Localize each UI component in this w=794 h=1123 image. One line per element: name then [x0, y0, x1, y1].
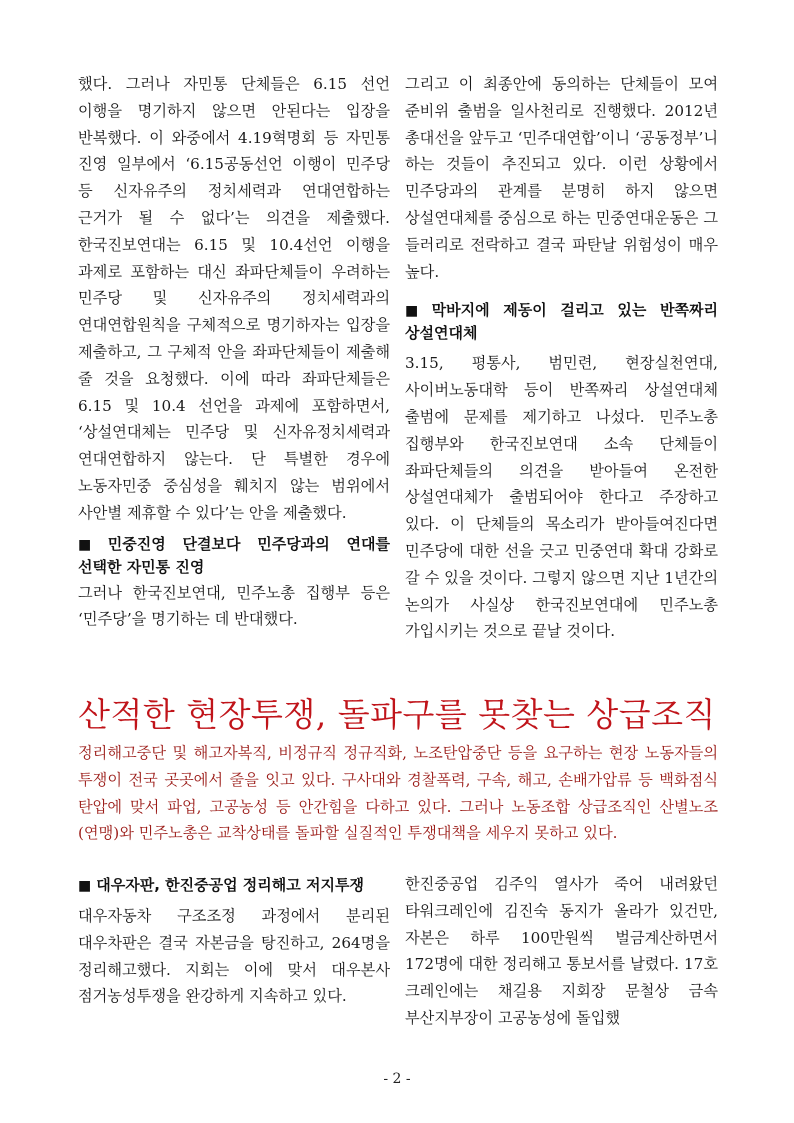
body-paragraph: 대우자동차 구조조정 과정에서 분리된 대우차판은 결국 자본금을 탕진하고, 264명을 정리해고했다. 지회는 이에 맞서 대우본사 점거농성투쟁을 완강하게 지속하고 있다. — [78, 907, 390, 1006]
column-bottom-left — [78, 874, 390, 1010]
subheading-text: 민중진영 단결보다 민주당과의 연대를 선택한 자민통 진영 — [78, 534, 390, 576]
column-top-left — [78, 71, 390, 633]
square-bullet-icon: ■ — [405, 303, 427, 320]
body-paragraph: 그리고 이 최종안에 동의하는 단체들이 모여 준비위 출범을 일사천리로 진행했다. 2012년 총대선을 앞두고 ‘민주대연합’이니 ‘공동정부’니 하는 것들이 추진되고 있다. 이런 상황에서 민주당과의 관계를 분명히 하지 않으면 상설연대체를 중심으로 하는 민중연대운동은 그 들러리로 전락하고 결국 파탄날 위험성이 매우 높다. — [405, 75, 718, 281]
body-paragraph: 한진중공업 김주익 열사가 죽어 내려왔던 타워크레인에 김진숙 동지가 올라가 있건만, 자본은 하루 100만원씩 벌금계산하면서 172명에 대한 정리해고 통보서를 날렸다. 17호 크레인에는 채길용 지회장 문철상 금속 부산지부장이 고공농성에 돌입했 — [405, 875, 718, 1027]
column-top-right — [405, 71, 718, 645]
body-paragraph: 3.15, 평통사, 범민련, 현장실천연대, 사이버노동대학 등이 반쪽짜리 상설연대체 출범에 문제를 제기하고 나섰다. 민주노총 집행부와 한국진보연대 소속 단체들이 좌파단체들의 의견을 받아들여 온전한 상설연대체가 출범되어야 한다고 주장하고 있다. 이 단체들의 목소리가 받아들여진다면 민주당에 대한 선을 긋고 민중연대 확대 강화로 갈 수 있을 것이다. 그렇지 않으면 지난 1년간의 논의가 사실상 한국진보연대에 민주노총 가입시키는 것으로 끝날 것이다. — [405, 354, 718, 641]
body-paragraph: 했다. 그러나 자민통 단체들은 6.15 선언 이행을 명기하지 않으면 안된다는 입장을 반복했다. 이 와중에서 4.19혁명회 등 자민통 진영 일부에서 ‘6.15공동선언 이행이 민주당 등 신자유주의 정치세력과 연대연합하는 근거가 될 수 없다’는 의견을 제출했다. 한국진보연대는 6.15 및 10.4선언 이행을 과제로 포함하는 대신 좌파단체들이 우려하는 민주당 및 신자유주의 정치세력과의 연대연합원칙을 구체적으로 명기하자는 입장을 제출하고, 그 구체적 안을 좌파단체들이 제출해 줄 것을 요청했다. 이에 따라 좌파단체들은 6.15 및 10.4 선언을 과제에 포함하면서, ‘상설연대체는 민주당 및 신자유정치세력과 연대연합하지 않는다. 단 특별한 경우에 노동자민중 중심성을 훼치지 않는 범위에서 사안별 제휴할 수 있다’는 안을 제출했다. — [78, 75, 390, 522]
subheading — [405, 299, 718, 344]
column-bottom-right — [405, 871, 718, 1032]
subheading-text: 대우자판, 한진중공업 정리해고 저지투쟁 — [96, 876, 364, 894]
subheading — [78, 874, 390, 897]
subheading-text: 막바지에 제동이 걸리고 있는 반쪽짜리 상설연대체 — [405, 301, 718, 343]
section-intro: 정리해고중단 및 해고자복직, 비정규직 정규직화, 노조탄압중단 등을 요구하는 현장 노동자들의 투쟁이 전국 곳곳에서 줄을 잇고 있다. 구사대와 경찰폭력, 구속, 해고, 손배가압류 등 백화점식 탄압에 맞서 파업, 고공농성 등 안간힘을 다하고 있다. 그러나 노동조합 상급조직인 산별노조(연맹)와 민주노총은 교착상태를 돌파할 실질적인 투쟁대책을 세우지 못하고 있다. — [78, 744, 718, 843]
body-paragraph: 그러나 한국진보연대, 민주노총 집행부 등은 ‘민주당’을 명기하는 데 반대했다. — [78, 583, 390, 629]
square-bullet-icon: ■ — [78, 878, 92, 894]
page-number: - 2 - — [383, 1071, 411, 1087]
subheading — [78, 533, 390, 578]
section-title: 산적한 현장투쟁, 돌파구를 못찾는 상급조직 — [78, 695, 716, 734]
square-bullet-icon: ■ — [78, 536, 103, 553]
